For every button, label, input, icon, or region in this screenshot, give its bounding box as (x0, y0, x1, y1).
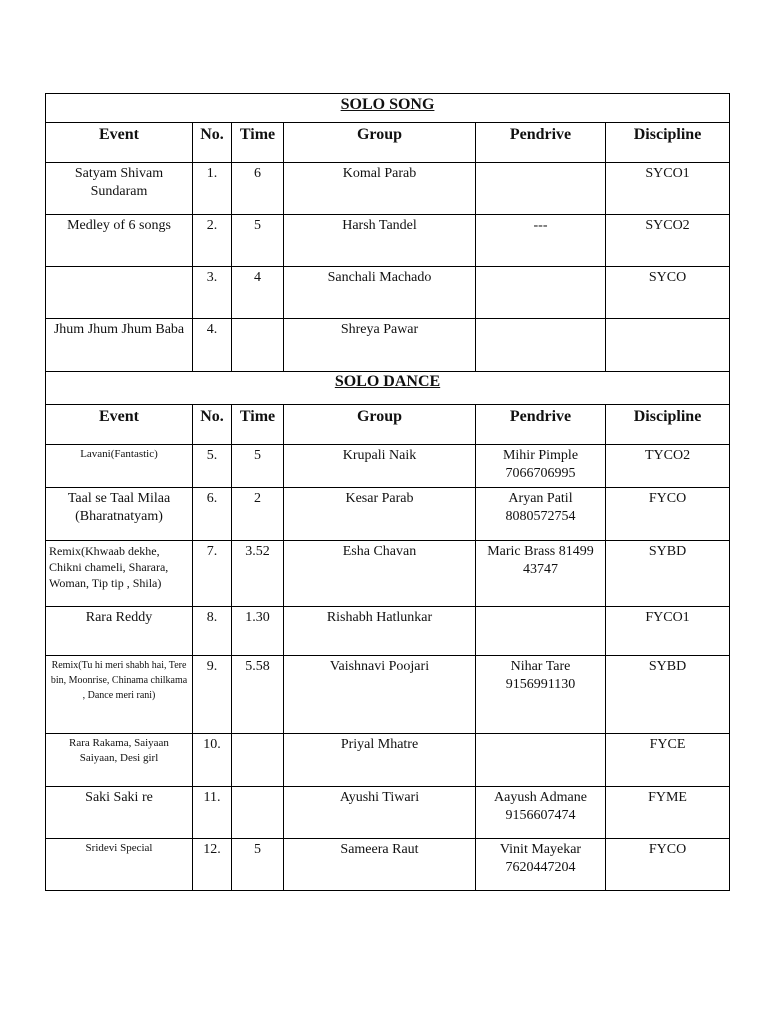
pendrive-cell: Nihar Tare 9156991130 (476, 656, 606, 734)
solo-song-title: SOLO SONG (46, 94, 730, 123)
header-row (46, 405, 730, 445)
pendrive-cell: Aayush Admane 9156607474 (476, 787, 606, 839)
header-event: Event (46, 123, 193, 163)
solo-dance-title: SOLO DANCE (46, 372, 730, 405)
table-row (46, 734, 730, 787)
time-cell: 2 (232, 488, 284, 541)
time-cell (232, 787, 284, 839)
group-cell: Priyal Mhatre (284, 734, 476, 787)
group-cell: Rishabh Hatlunkar (284, 607, 476, 656)
table-row (46, 656, 730, 734)
discipline-cell: FYME (606, 787, 730, 839)
header-event: Event (46, 405, 193, 445)
section-title-row (46, 372, 730, 405)
discipline-cell: SYBD (606, 541, 730, 607)
table-row (46, 319, 730, 372)
header-no: No. (193, 123, 232, 163)
event-cell: Remix(Khwaab dekhe, Chikni chameli, Sharara, Woman, Tip tip , Shila) (46, 541, 193, 607)
time-cell: 5 (232, 445, 284, 488)
time-cell: 3.52 (232, 541, 284, 607)
pendrive-cell (476, 319, 606, 372)
event-cell: Sridevi Special (46, 839, 193, 891)
pendrive-cell (476, 267, 606, 319)
event-cell: Jhum Jhum Jhum Baba (46, 319, 193, 372)
event-cell: Satyam Shivam Sundaram (46, 163, 193, 215)
no-cell: 9. (193, 656, 232, 734)
discipline-cell: SYBD (606, 656, 730, 734)
discipline-cell: SYCO (606, 267, 730, 319)
pendrive-cell (476, 734, 606, 787)
events-table (45, 93, 730, 891)
header-pendrive: Pendrive (476, 405, 606, 445)
pendrive-cell: Maric Brass 81499 43747 (476, 541, 606, 607)
table-row (46, 163, 730, 215)
time-cell: 6 (232, 163, 284, 215)
discipline-cell (606, 319, 730, 372)
discipline-cell: FYCE (606, 734, 730, 787)
time-cell: 5 (232, 839, 284, 891)
group-cell: Sameera Raut (284, 839, 476, 891)
header-discipline: Discipline (606, 405, 730, 445)
time-cell: 1.30 (232, 607, 284, 656)
event-cell: Medley of 6 songs (46, 215, 193, 267)
group-cell: Harsh Tandel (284, 215, 476, 267)
event-cell: Lavani(Fantastic) (46, 445, 193, 488)
time-cell: 4 (232, 267, 284, 319)
group-cell: Ayushi Tiwari (284, 787, 476, 839)
no-cell: 4. (193, 319, 232, 372)
pendrive-cell: Mihir Pimple 7066706995 (476, 445, 606, 488)
group-cell: Komal Parab (284, 163, 476, 215)
table-row (46, 445, 730, 488)
pendrive-cell: --- (476, 215, 606, 267)
group-cell: Sanchali Machado (284, 267, 476, 319)
table-row (46, 215, 730, 267)
pendrive-cell: Aryan Patil 8080572754 (476, 488, 606, 541)
group-cell: Shreya Pawar (284, 319, 476, 372)
discipline-cell: TYCO2 (606, 445, 730, 488)
time-cell (232, 734, 284, 787)
header-time: Time (232, 405, 284, 445)
group-cell: Kesar Parab (284, 488, 476, 541)
discipline-cell: SYCO2 (606, 215, 730, 267)
table-row (46, 787, 730, 839)
discipline-cell: FYCO1 (606, 607, 730, 656)
group-cell: Esha Chavan (284, 541, 476, 607)
header-group: Group (284, 123, 476, 163)
header-group: Group (284, 405, 476, 445)
no-cell: 2. (193, 215, 232, 267)
table-row (46, 541, 730, 607)
table-row (46, 267, 730, 319)
event-cell: Rara Rakama, Saiyaan Saiyaan, Desi girl (46, 734, 193, 787)
discipline-cell: SYCO1 (606, 163, 730, 215)
time-cell (232, 319, 284, 372)
discipline-cell: FYCO (606, 839, 730, 891)
time-cell: 5 (232, 215, 284, 267)
pendrive-cell (476, 607, 606, 656)
no-cell: 1. (193, 163, 232, 215)
no-cell: 7. (193, 541, 232, 607)
table-row (46, 488, 730, 541)
event-cell: Rara Reddy (46, 607, 193, 656)
header-pendrive: Pendrive (476, 123, 606, 163)
time-cell: 5.58 (232, 656, 284, 734)
group-cell: Vaishnavi Poojari (284, 656, 476, 734)
event-cell: Saki Saki re (46, 787, 193, 839)
event-cell: Taal se Taal Milaa (Bharatnatyam) (46, 488, 193, 541)
header-time: Time (232, 123, 284, 163)
header-discipline: Discipline (606, 123, 730, 163)
no-cell: 5. (193, 445, 232, 488)
pendrive-cell: Vinit Mayekar 7620447204 (476, 839, 606, 891)
no-cell: 6. (193, 488, 232, 541)
header-row (46, 123, 730, 163)
no-cell: 3. (193, 267, 232, 319)
header-no: No. (193, 405, 232, 445)
table-row (46, 839, 730, 891)
no-cell: 12. (193, 839, 232, 891)
discipline-cell: FYCO (606, 488, 730, 541)
group-cell: Krupali Naik (284, 445, 476, 488)
section-title-row (46, 94, 730, 123)
event-cell (46, 267, 193, 319)
table-row (46, 607, 730, 656)
event-cell: Remix(Tu hi meri shabh hai, Tere bin, Moonrise, Chinama chilkama , Dance meri rani) (46, 656, 193, 734)
no-cell: 11. (193, 787, 232, 839)
no-cell: 8. (193, 607, 232, 656)
no-cell: 10. (193, 734, 232, 787)
pendrive-cell (476, 163, 606, 215)
